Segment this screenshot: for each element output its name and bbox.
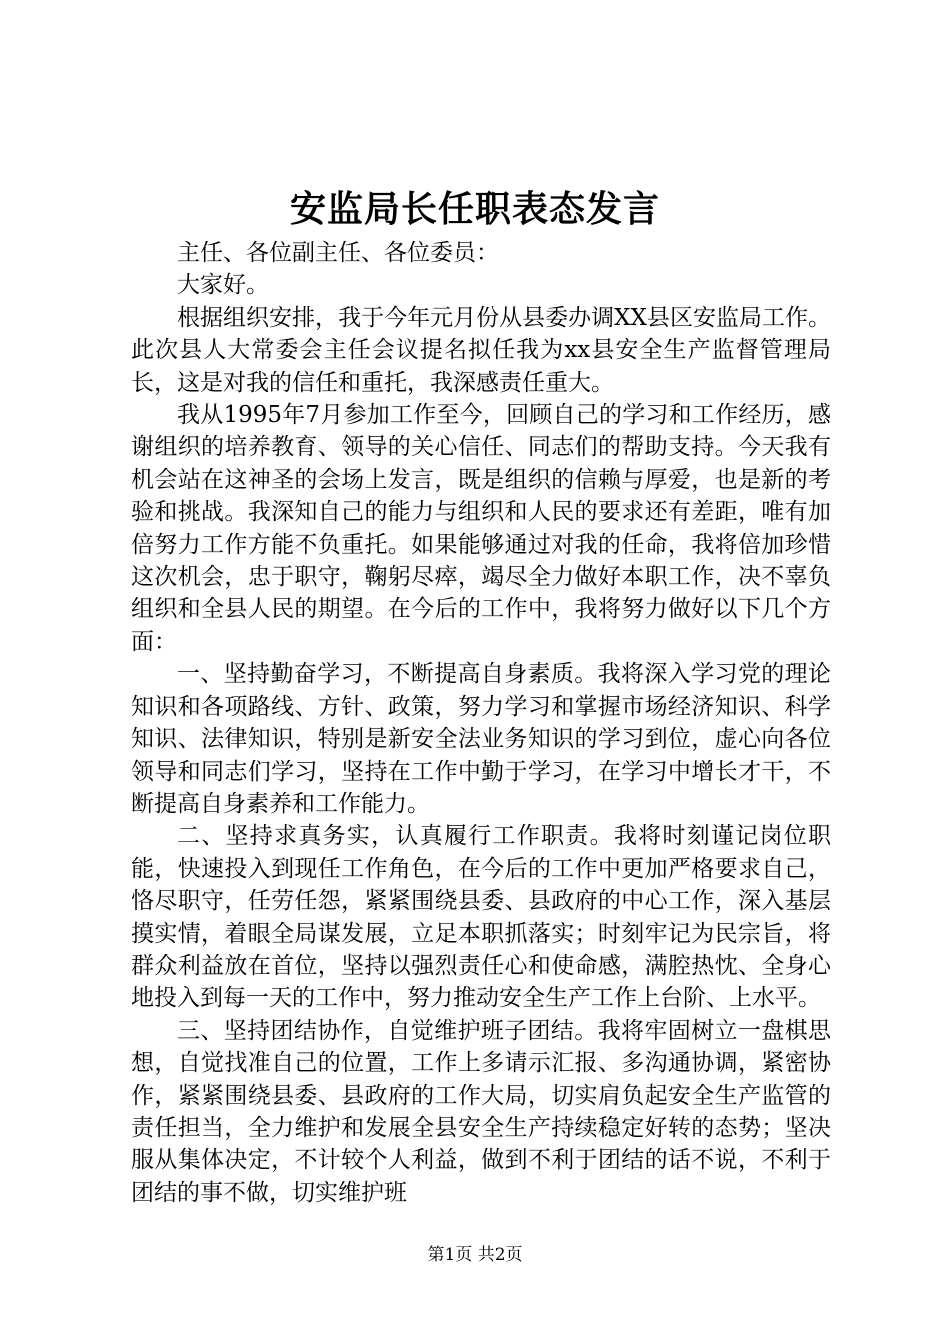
body-paragraph: 我从1995年7月参加工作至今，回顾自己的学习和工作经历，感谢组织的培养教育、领导的关心信任、同志们的帮助支持。今天我有机会站在这神圣的会场上发言，既是组织的信赖与厚爱，也是新的考验和挑战。我深知自己的能力与组织和人民的要求还有差距，唯有加倍努力工作方能不负重托。如果能够通过对我的任命，我将倍加珍惜这次机会，忠于职守，鞠躬尽瘁，竭尽全力做好本职工作，决不辜负组织和全县人民的期望。在今后的工作中，我将努力做好以下几个方面： bbox=[131, 402, 831, 655]
document-title: 安监局长任职表态发言 bbox=[289, 188, 660, 230]
body-paragraph: 三、坚持团结协作，自觉维护班子团结。我将牢固树立一盘棋思想，自觉找准自己的位置，工作上多请示汇报、多沟通协调，紧密协作，紧紧围绕县委、县政府的工作大局，切实肩负起安全生产监管的责任担当，全力维护和发展全县安全生产持续稳定好转的态势；坚决服从集体决定，不计较个人利益，做到不利于团结的话不说，不利于团结的事不做，切实维护班 bbox=[131, 1017, 831, 1206]
document-body bbox=[131, 237, 831, 1209]
body-paragraph: 二、坚持求真务实，认真履行工作职责。我将时刻谨记岗位职能，快速投入到现任工作角色，在今后的工作中更加严格要求自己，恪尽职守，任劳任怨，紧紧围绕县委、县政府的中心工作，深入基层摸实情，着眼全局谋发展，立足本职抓落实；时刻牢记为民宗旨，将群众利益放在首位，坚持以强烈责任心和使命感，满腔热忱、全身心地投入到每一天的工作中，努力推动安全生产工作上台阶、上水平。 bbox=[131, 823, 831, 1012]
salutation-paragraph: 主任、各位副主任、各位委员： bbox=[177, 240, 499, 266]
body-paragraph: 一、坚持勤奋学习，不断提高自身素质。我将深入学习党的理论知识和各项路线、方针、政策，努力学习和掌握市场经济知识、科学知识、法律知识，特别是新安全法业务知识的学习到位，虚心向各位领导和同志们学习，坚持在工作中勤于学习，在学习中增长才干，不断提高自身素养和工作能力。 bbox=[131, 661, 831, 817]
body-paragraph: 根据组织安排，我于今年元月份从县委办调XX县区安监局工作。此次县人大常委会主任会议提名拟任我为xx县安全生产监督管理局长，这是对我的信任和重托，我深感责任重大。 bbox=[131, 304, 831, 396]
greeting-paragraph: 大家好。 bbox=[177, 272, 269, 299]
page-number-footer: 第1页 共2页 bbox=[427, 1245, 523, 1265]
